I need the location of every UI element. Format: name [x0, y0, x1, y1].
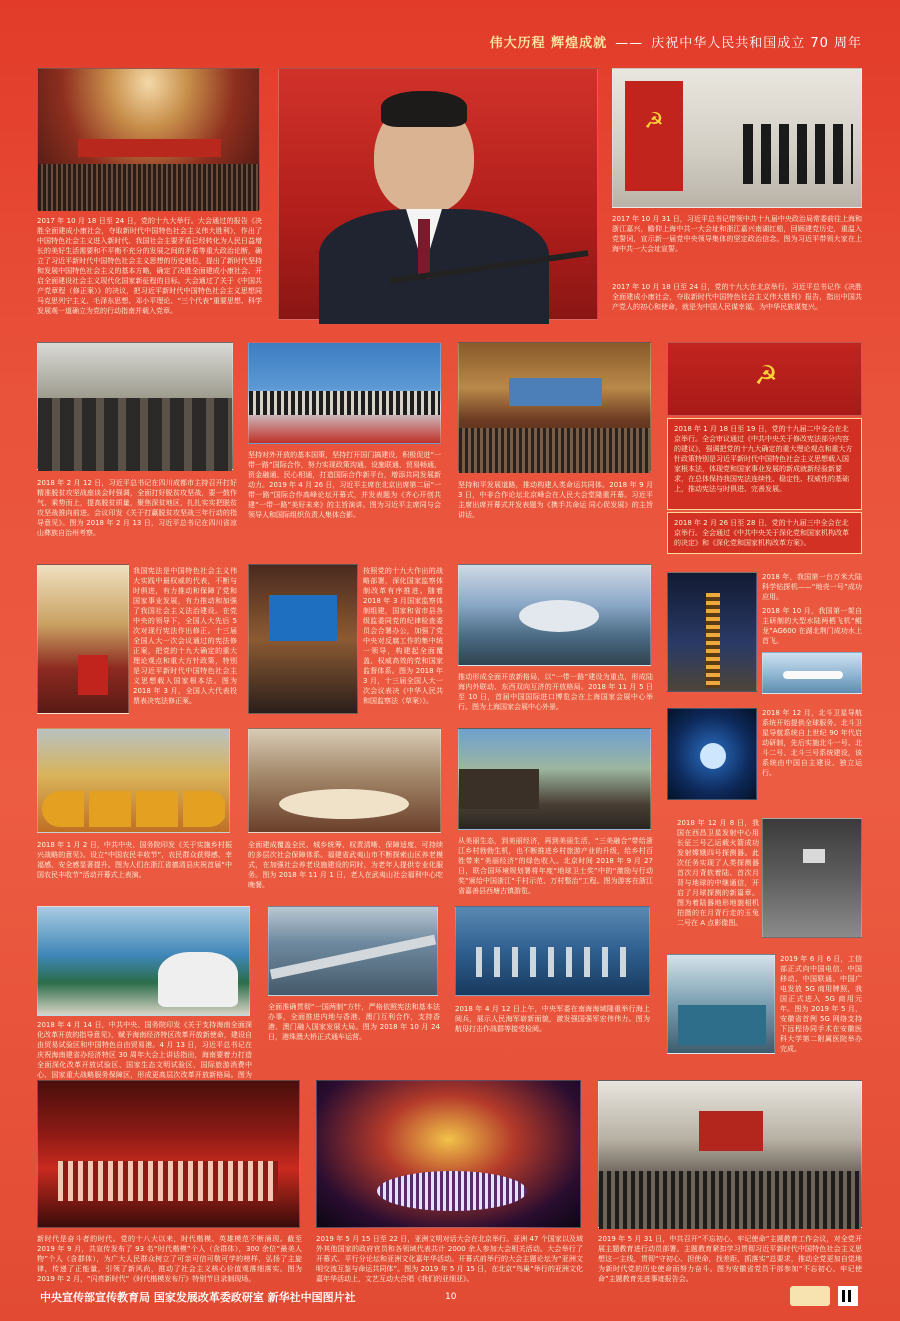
- audience-seats: [599, 1171, 861, 1229]
- resort-buildings: [158, 952, 238, 1007]
- photo-5g-surgery: [667, 954, 775, 1054]
- photo-role-models-show: [37, 1080, 300, 1228]
- photo-ancient-town: [458, 728, 651, 830]
- photo-oath-ceremony: [612, 68, 862, 208]
- party-flag: [625, 81, 683, 191]
- surgeons: [678, 1005, 766, 1045]
- header-subtitle: 庆祝中华人民共和国成立 70 周年: [651, 36, 862, 51]
- caption-c21: 2018 年 4 月 12 日上午，中央军委在南海海域隆重举行海上阅兵，展示人民海军崭新面貌，激发强国强军宏伟伟力。图为航母打击作战群等接受检阅。: [455, 1005, 650, 1033]
- festival-drums: [42, 791, 227, 827]
- photo-supervision-law-vote: [248, 564, 358, 714]
- photo-drilling-rig: [667, 572, 757, 692]
- dining-table: [279, 789, 409, 819]
- photo-congress-hall: [37, 68, 260, 210]
- caption-c18: 2018 年 12 月 8 日，我国在西昌卫星发射中心用长征三号乙运载火箭成功发射嫦娥四号探测器。此次任务实现了人类探测器首次月背软着陆、首次月背与地球的中继通信，开启了月球探测的新篇章。图为着陆器地形地貌相机拍摄的在月背行走的玉兔二号在 A 点影像图。: [677, 819, 759, 927]
- caption-c25: 2019 年 5 月 31 日，中共召开“不忘初心、牢记使命”主题教育工作会议，对全党开展主题教育进行动员部署。主题教育紧扣学习贯彻习近平新时代中国特色社会主义思想这一主线，贯彻“守初心、担使命，找差距、抓落实”总要求，推动全党更加自觉地为新时代党的历史使命而努力奋斗。图为安徽省党员干部参加“不忘初心、牢记使命”主题教育先进事迹报告会。: [598, 1235, 862, 1283]
- photo-elderly-dining: [248, 728, 441, 833]
- leaders-lineup: [249, 391, 440, 415]
- leaders-group: [743, 124, 853, 184]
- caption-c2: 2017 年 10 月 31 日，习近平总书记带领中共十九届中央政治局常委前往上海和浙江嘉兴，瞻仰上海中共一大会址和浙江嘉兴南湖红船，回顾建党历史，重温入党誓词，宣示新一届党中央领导集体的坚定政治信念。图为习近平带领大家在上海中共一大会址宣誓。: [612, 215, 862, 253]
- caption-c22: 2019 年 6 月 6 日，工信部正式向中国电信、中国移动、中国联通、中国广电发放 5G 商用牌照，我国正式进入 5G 商用元年。图为 2019 年 5 月，安徽省首例 5G 网络支持下远程协同手术在安徽医科大学第二附属医院举办完成。: [780, 955, 862, 1053]
- audience-rows: [38, 164, 259, 211]
- caption-c4: 2018 年 2 月 12 日，习近平总书记在四川成都市主持召开打好精准脱贫攻坚战座谈会时强调，全面打好脱贫攻坚战，要一鼓作气、乘势而上，提高脱贫质量，聚焦深贫地区，扎扎实实把脱贫攻坚战推向前进。会议印发《关于打赢脱贫攻坚战三年行动的指导意见》。图为 2018 年 2 月 13 日，习近平总书记在四川省凉山彝族自治州考察。: [37, 479, 237, 537]
- photo-hainan-coast: [37, 906, 250, 1016]
- caption-c3: 2017 年 10 月 18 日至 24 日，党的十九大在北京举行。习近平总书记作《决胜全面建成小康社会，夺取新时代中国特色社会主义伟大胜利》报告，指出中国共产党人的初心和使命，就是为中国人民谋幸福，为中华民族谋复兴。: [612, 283, 862, 311]
- photo-asian-culture-carnival: [316, 1080, 581, 1228]
- footer-organizations: 中央宣传部宣传教育局 国家发展改革委政研室 新华社中国图片社: [40, 1291, 356, 1304]
- caption-c13: 2018 年 10 月，我国第一架自主研制的大型水陆两栖飞机“鲲龙”AG600 在湖北荆门成功水上首飞。: [762, 607, 862, 645]
- old-houses: [459, 769, 539, 809]
- header-title: 伟大历程 辉煌成就: [489, 36, 608, 51]
- ballot-box: [78, 655, 108, 695]
- caption-c8: 2018 年 2 月 26 日至 28 日，党的十九届三中全会在北京举行。全会通过《中共中央关于深化党和国家机构改革的决定》和《深化党和国家机构改革方案》。: [667, 512, 862, 554]
- bridge-deck: [270, 935, 436, 980]
- rig-tower: [706, 593, 720, 688]
- plane-body: [783, 671, 843, 679]
- party-emblem-icon: ☭: [754, 361, 778, 391]
- photo-speaker-portrait: [278, 68, 598, 320]
- rover-body: [803, 849, 825, 863]
- caption-c23: 新时代是奋斗者的时代。党的十八大以来，时代楷模、英雄模范不断涌现。截至 2019 年 9 月，共宣传发布了 93 名“时代楷模”个人（含群体），300 余位“最美人物”个人（含群体），为广大人民群众树立了可亲可信可敬可学的榜样，弘扬了主旋律，传递了正能量，引领了新风尚，推动了社会主义核心价值观落细落实。图为 2019 年 2 月，“闪亮新时代”《时代楷模发布厅》特别节目录制现场。: [37, 1235, 302, 1283]
- summit-banner: [509, 378, 602, 406]
- vote-screen: [269, 595, 337, 641]
- caption-c9: 我国宪法是中国特色社会主义伟大实践中最权威的代表，不断与时俱进，有力推动和保障了党和国家事业发展，有力推动和加强了我国社会主义法治建设。在党中央的领导下，全国人大先后 5 次对现行宪法作出修正。十三届全国人大一次会议通过的宪法修正案，把党的十九大确定的重大理论观点和重大方针政策，特别是习近平新时代中国特色社会主义思想载入国家根本法。图为 2018 年 3 月，全国人大代表投票表决宪法修正案。: [133, 567, 237, 705]
- stage-screen: [699, 1111, 763, 1151]
- speaker-hair: [381, 91, 467, 127]
- photo-beidou-satellite: [667, 708, 757, 800]
- caption-c5: 坚持对外开放的基本国策，坚持打开国门搞建设，积极促进“一带一路”国际合作，努力实现政策沟通、设施联通、贸易畅通、资金融通、民心相通，打造国际合作新平台，增添共同发展新动力。2019 年 4 月 26 日，习近平主席在北京出席第二届“一带一路”国际合作高峰论坛开幕式，并发表题为《齐心开创共建“一带一路”美好未来》的主旨演讲。图为习近平主席同与会领导人和国际组织负责人集体合影。: [248, 451, 441, 519]
- header-dash: ——: [615, 36, 644, 51]
- caption-c15: 2018 年 1 月 2 日，中共中央、国务院印发《关于实施乡村振兴战略的意见》。设立“中国农民丰收节”，农民群众获得感、幸福感、安全感显著提升。图为人们在浙江省德清县庆祝首届“中国农民丰收节”活动开幕式上表演。: [37, 841, 232, 879]
- photo-bridge: [268, 906, 438, 996]
- caption-c10: 按照党的十九大作出的战略部署，深化国家监察体制改革有序推进。随着 2018 年 3 月国家监察体制组建，国家和省市县各级监委同党的纪律检查委员会合署办公，加强了党中央对反腐工作的集中统一领导，构建起全面覆盖、权威高效的党和国家监督体系。图为 2018 年 3 月，十三届全国人大一次会议表决《中华人民共和国监察法（草案）》。: [363, 567, 443, 705]
- caption-c24: 2019 年 5 月 15 日至 22 日，亚洲文明对话大会在北京举行。亚洲 47 个国家以及域外其他国家的政府官员和各领域代表共计 2000 余人参加大会相关活动。大会举行了开幕式、平行分论坛和亚洲文化嘉年华活动。开幕式前举行的大会主题论坛为“亚洲文明交流互鉴与命运共同体”。图为 2019 年 5 月 15 日，在北京“鸟巢”举行的亚洲文化嘉年华活动上，文艺互动大合唱《我们的亚细亚》。: [316, 1235, 583, 1283]
- photo-belt-road-forum: [248, 342, 441, 444]
- caption-c12: 2018 年，我国第一台万米大陆科学钻探机——“地壳一号”成功应用。: [762, 573, 862, 601]
- caption-c11: 推动形成全面开放新格局，以“一带一路”建设为重点，形成陆海内外联动、东西双向互济的开放格局。2018 年 11 月 5 日至 10 日，首届中国国际进口博览会在上海国家会展中心举行。图为上海国家会展中心外景。: [458, 673, 653, 711]
- speaker-tie: [418, 219, 430, 279]
- hammer-sickle-icon: ☭: [644, 109, 664, 134]
- photo-naval-review: [455, 906, 650, 996]
- photo-amphibious-plane: [762, 652, 862, 694]
- stadium-performers: [377, 1171, 527, 1211]
- caption-c17: 从美丽生态，到美丽经济，再到美丽生活，“三美融合”带给浙江乡村勃勃生机，也不断推进乡村旅游产业的升级，给乡村百姓带来“美丽经济”的绿色收入。北京时间 2018 年 9 月 27 日，联合国环境规划署将年度“地球卫士奖”中的“激励与行动奖”颁给中国浙江“千村示范、万村整治”工程。图为游客在浙江省嘉善县西塘古镇游览。: [458, 837, 653, 895]
- photo-constitution-vote: [37, 564, 129, 714]
- caption-c16: 全面建成覆盖全民、城乡统筹、权责清晰、保障适度、可持续的多层次社会保障体系。福建省武夷山市不断探索山区养老模式，在加强社会养老设施建设的同时，为老年人提供专业化服务。图为 2018 年 11 月 1 日，老人在武夷山社会福利中心吃晚餐。: [248, 841, 443, 889]
- photo-education-report: [598, 1080, 862, 1228]
- photo-focac-summit: [458, 342, 651, 472]
- photo-lunar-rover: [762, 818, 862, 938]
- caption-c14: 2018 年 12 月，北斗卫星导航系统开始提供全球服务。北斗卫星导航系统自上世纪 90 年代启动研制，先后实施北斗一号、北斗二号、北斗三号系统建设，该系统由中国自主建设、独立运行。: [762, 709, 862, 777]
- photo-expo-center: [458, 564, 651, 666]
- caption-c6: 坚持和平发展道路，推动构建人类命运共同体。2018 年 9 月 3 日，中非合作论坛北京峰会在人民大会堂隆重开幕。习近平主席出席开幕式并发表题为《携手共命运 同心促发展》的主旨讲话。: [458, 481, 653, 519]
- fleet: [476, 947, 631, 977]
- caption-c7: 2018 年 1 月 18 日至 19 日，党的十九届二中全会在北京举行。全会审议通过《中共中央关于修改宪法部分内容的建议》，强调把党的十九大确定的重大理论观点和重大方针政策特别是习近平新时代中国特色社会主义思想载入国家根本法，体现党和国家事业发展的新成就新经验新要求，在总体保持我国宪法连续性、稳定性、权威性的基础上，推动宪法与时俱进、完善发展。: [667, 418, 862, 510]
- qr-code-icon: [838, 1286, 858, 1306]
- caption-c19: 2018 年 4 月 14 日，中共中央、国务院印发《关于支持海南全面深化改革开放的指导意见》，赋予海南经济特区改革开放新使命，建设自由贸易试验区和中国特色自由贸易港。4 月 13 日，习近平总书记在庆祝海南建省办经济特区 30 周年大会上讲话指出，海南要着力打造全面深化改革开放试验区、国家生态文明试验区、国际旅游消费中心、国家重大战略服务保障区，形成更高层次改革开放新格局。图为: [37, 1021, 252, 1079]
- photo-plenary-flags: [667, 342, 862, 416]
- photo-harvest-festival: [37, 728, 230, 833]
- page-number: 10: [445, 1292, 457, 1302]
- audience: [459, 428, 650, 473]
- earth-globe: [700, 743, 726, 769]
- crowd: [38, 398, 232, 471]
- photo-poverty-visit: [37, 342, 233, 470]
- header-banner: [490, 32, 862, 51]
- stage-performers: [58, 1161, 278, 1201]
- rostrum: [78, 139, 221, 157]
- caption-c1: 2017 年 10 月 18 日至 24 日，党的十九大举行。大会通过的报告《决胜全面建成小康社会，夺取新时代中国特色社会主义伟大胜利》，作出了中国特色社会主义进入新时代、我国社会主要矛盾已经转化为人民日益增长的美好生活需要和不平衡不充分的发展之间的矛盾等重大政治论断，确立了习近平新时代中国特色社会主义思想的历史地位，提出了新时代坚持和发展中国特色社会主义的基本方略，确定了决胜全面建成小康社会、开启全面建设社会主义现代化国家新征程的目标。大会通过了关于《中国共产党章程（修正案）》的决议，把习近平新时代中国特色社会主义思想同马克思列宁主义、毛泽东思想、邓小平理论、“三个代表”重要思想、科学发展观一道确立为党的行动指南并载入党章。: [37, 217, 262, 315]
- expo-building: [519, 600, 599, 632]
- caption-c20: 全面准确贯彻“一国两制”方针，严格依照宪法和基本法办事，全面推进内地与香港、澳门互利合作，支持香港、澳门融入国家发展大局。图为 2018 年 10 月 24 日，港珠澳大桥正式通车运营。: [268, 1003, 440, 1041]
- footer-logos: [790, 1286, 830, 1306]
